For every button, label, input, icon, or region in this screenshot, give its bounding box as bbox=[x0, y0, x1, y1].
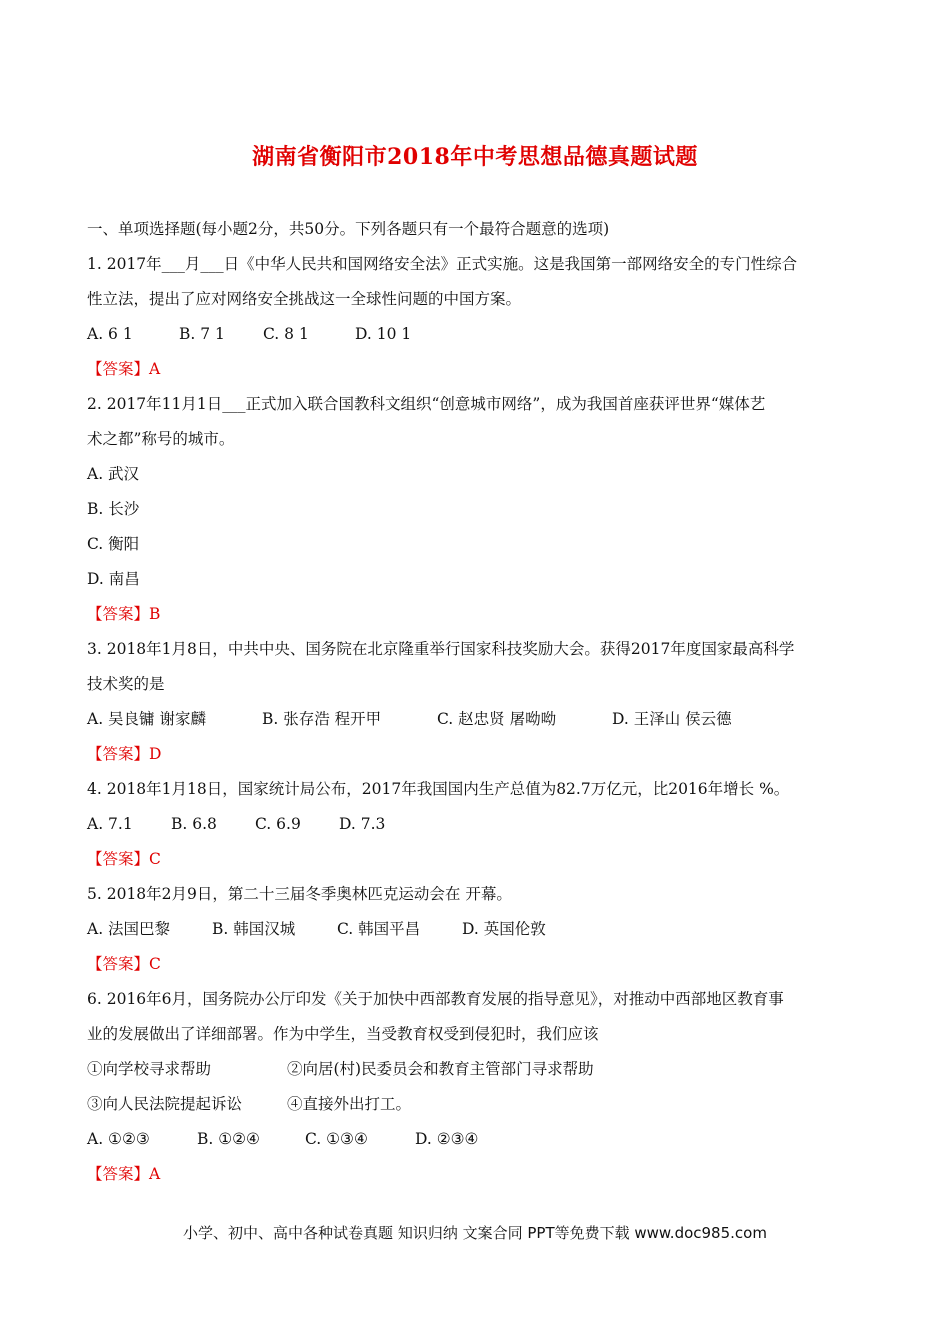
question-6-answer: 【答案】A bbox=[87, 1165, 161, 1183]
option-b: B. 韩国汉城 bbox=[212, 920, 296, 938]
option-b: B. ①②④ bbox=[197, 1130, 260, 1148]
option-d: D. 英国伦敦 bbox=[462, 920, 546, 938]
option-c: C. 衡阳 bbox=[87, 535, 140, 553]
footer-text: 小学、初中、高中各种试卷真题 知识归纳 文案合同 PPT等免费下载 www.doc985.com bbox=[183, 1224, 767, 1242]
statement-3: ③向人民法院提起诉讼 bbox=[87, 1095, 243, 1113]
question-3-line-2: 技术奖的是 bbox=[87, 675, 165, 693]
option-a: A. 吴良镛 谢家麟 bbox=[87, 710, 206, 728]
question-4-options bbox=[87, 807, 877, 842]
statement-4: ④直接外出打工。 bbox=[287, 1095, 412, 1113]
question-3-options bbox=[87, 702, 877, 737]
question-6-line-2: 业的发展做出了详细部署。作为中学生，当受教育权受到侵犯时，我们应该 bbox=[87, 1025, 599, 1043]
question-2-answer: 【答案】B bbox=[87, 605, 161, 623]
exam-document bbox=[87, 212, 877, 1192]
section-header: 一、单项选择题(每小题2分，共50分。下列各题只有一个最符合题意的选项) bbox=[87, 220, 610, 238]
option-d: D. 王泽山 侯云德 bbox=[612, 710, 732, 728]
question-5-options bbox=[87, 912, 877, 947]
option-d: D. 7.3 bbox=[339, 815, 386, 833]
question-4-answer: 【答案】C bbox=[87, 850, 161, 868]
option-b: B. 6.8 bbox=[171, 815, 217, 833]
option-d: D. 10 1 bbox=[355, 325, 412, 343]
option-c: C. 韩国平昌 bbox=[337, 920, 421, 938]
statement-1: ①向学校寻求帮助 bbox=[87, 1060, 212, 1078]
option-a: A. 6 1 bbox=[87, 325, 133, 343]
question-6-items-row-1 bbox=[87, 1052, 877, 1087]
option-b: B. 张存浩 程开甲 bbox=[262, 710, 382, 728]
question-6-items-row-2 bbox=[87, 1087, 877, 1122]
option-a: A. ①②③ bbox=[87, 1130, 150, 1148]
question-2-line-2: 术之都”称号的城市。 bbox=[87, 430, 235, 448]
option-d: D. ②③④ bbox=[415, 1130, 479, 1148]
page-title: 湖南省衡阳市2018年中考思想品德真题试题 bbox=[252, 144, 698, 170]
question-6-options bbox=[87, 1122, 877, 1157]
question-1-answer: 【答案】A bbox=[87, 360, 161, 378]
option-c: C. 6.9 bbox=[255, 815, 301, 833]
question-4-line-1: 4. 2018年1月18日，国家统计局公布，2017年我国国内生产总值为82.7万亿元，比2016年增长 %。 bbox=[87, 780, 790, 798]
question-6-line-1: 6. 2016年6月，国务院办公厅印发《关于加快中西部教育发展的指导意见》，对推动中西部地区教育事 bbox=[87, 990, 784, 1008]
question-2-line-1: 2. 2017年11月1日___正式加入联合国教科文组织“创意城市网络”，成为我国首座获评世界“媒体艺 bbox=[87, 395, 766, 413]
question-1-line-2: 性立法，提出了应对网络安全挑战这一全球性问题的中国方案。 bbox=[87, 290, 522, 308]
option-a: A. 法国巴黎 bbox=[87, 920, 171, 938]
question-1-line-1: 1. 2017年___月___日《中华人民共和国网络安全法》正式实施。这是我国第一部网络安全的专门性综合 bbox=[87, 255, 798, 273]
question-5-answer: 【答案】C bbox=[87, 955, 161, 973]
statement-2: ②向居(村)民委员会和教育主管部门寻求帮助 bbox=[287, 1060, 594, 1078]
question-5-line-1: 5. 2018年2月9日，第二十三届冬季奥林匹克运动会在 开幕。 bbox=[87, 885, 512, 903]
option-d: D. 南昌 bbox=[87, 570, 140, 588]
option-a: A. 武汉 bbox=[87, 465, 140, 483]
question-1-options bbox=[87, 317, 877, 352]
option-c: C. ①③④ bbox=[305, 1130, 368, 1148]
option-c: C. 8 1 bbox=[263, 325, 309, 343]
option-b: B. 长沙 bbox=[87, 500, 140, 518]
question-3-line-1: 3. 2018年1月8日，中共中央、国务院在北京隆重举行国家科技奖励大会。获得2017年度国家最高科学 bbox=[87, 640, 795, 658]
option-a: A. 7.1 bbox=[87, 815, 133, 833]
question-3-answer: 【答案】D bbox=[87, 745, 162, 763]
option-c: C. 赵忠贤 屠呦呦 bbox=[437, 710, 557, 728]
option-b: B. 7 1 bbox=[179, 325, 225, 343]
